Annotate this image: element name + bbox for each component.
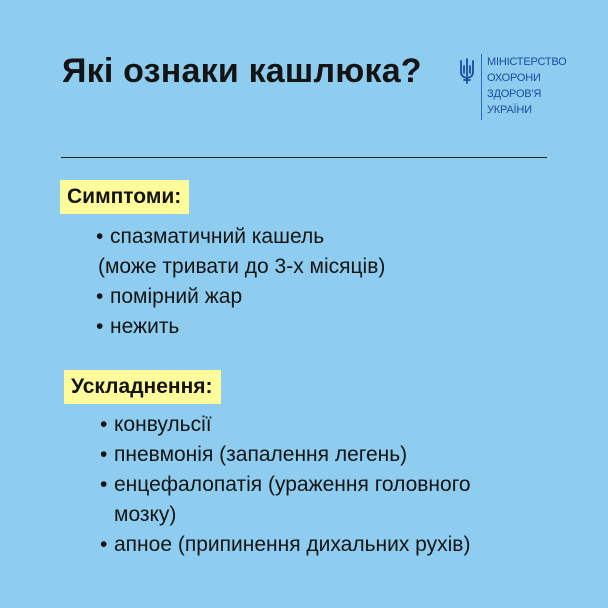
bullet-icon: •: [96, 225, 104, 248]
bullet-icon: •: [100, 533, 108, 556]
complications-heading: Ускладнення:: [64, 370, 221, 404]
complications-list: [100, 410, 471, 560]
ministry-line: ЗДОРОВ'Я: [487, 88, 542, 100]
bullet-icon: •: [100, 443, 108, 466]
list-item-text: мозку): [114, 503, 177, 526]
list-item-text: нежить: [110, 315, 180, 338]
symptoms-heading: Симптоми:: [60, 180, 189, 214]
list-item: [100, 530, 471, 560]
list-item-text: (може тривати до 3-х місяців): [98, 255, 386, 278]
list-item: [96, 222, 385, 252]
bullet-icon: •: [96, 285, 104, 308]
list-item-continuation: [100, 500, 471, 530]
bullet-icon: •: [100, 473, 108, 496]
ministry-line: ОХОРОНИ: [487, 72, 541, 84]
symptoms-list: [96, 222, 385, 342]
trident-emblem-icon: [458, 58, 476, 84]
list-item-text: конвульсії: [114, 413, 212, 436]
ministry-line: МІНІСТЕРСТВО: [487, 56, 567, 68]
ministry-logo: [458, 54, 567, 120]
divider-line: [61, 157, 547, 158]
list-item-text: спазматичний кашель: [110, 225, 325, 248]
page-title: Які ознаки кашлюка?: [62, 52, 422, 90]
list-item-continuation: [96, 252, 385, 282]
bullet-icon: •: [100, 413, 108, 436]
list-item: [100, 440, 471, 470]
list-item-text: енцефалопатія (ураження головного: [114, 473, 471, 496]
ministry-line: УКРАЇНИ: [487, 104, 532, 116]
list-item: [96, 282, 385, 312]
logo-divider: [481, 54, 482, 120]
ministry-name: [487, 54, 567, 118]
bullet-icon: •: [96, 315, 104, 338]
list-item: [100, 410, 471, 440]
list-item-text: помірний жар: [110, 285, 243, 308]
list-item-text: пневмонія (запалення легень): [114, 443, 408, 466]
list-item-text: апное (припинення дихальних рухів): [114, 533, 471, 556]
list-item: [96, 312, 385, 342]
list-item: [100, 470, 471, 500]
